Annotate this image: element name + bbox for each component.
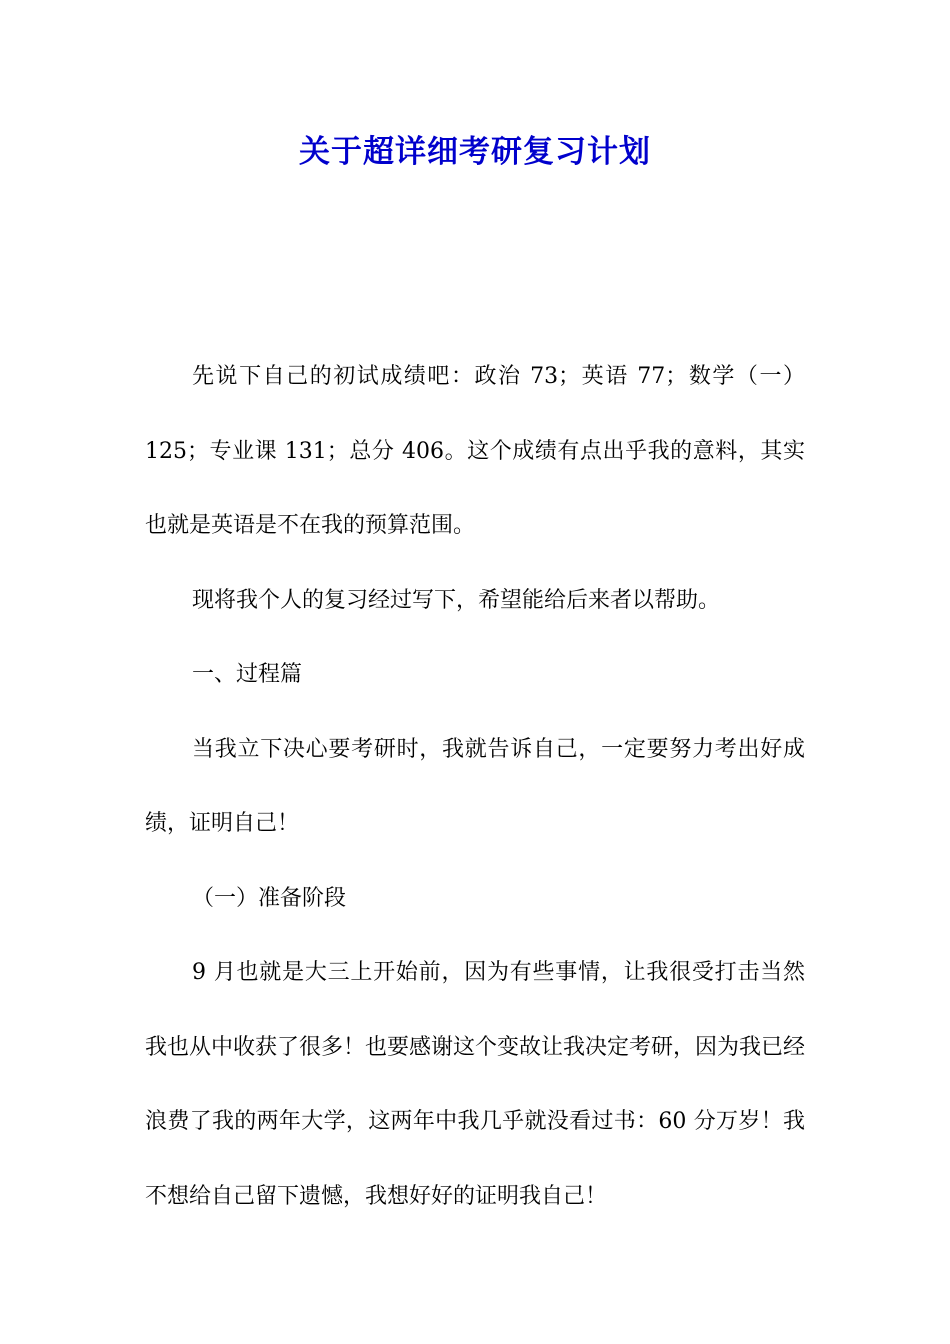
section-heading-process: 一、过程篇: [192, 662, 303, 687]
subsection-heading-preparation: （一）准备阶段: [192, 885, 347, 911]
paragraph-preparation: 9 月也就是大三上开始前，因为有些事情，让我很受打击当然我也从中收获了很多！也要感谢这个变故让我决定考研，因为我已经浪费了我的两年大学，这两年中我几乎就没看过书：60 分万岁！我不想给自己留下遗憾，我想好好的证明我自己！: [145, 960, 806, 1209]
page-title: 关于超详细考研复习计划: [299, 134, 651, 170]
document-body: [145, 340, 805, 1234]
paragraph-determination: 当我立下决心要考研时，我就告诉自己，一定要努力考出好成绩，证明自己！: [145, 736, 805, 836]
paragraph-intent: 现将我个人的复习经过写下，希望能给后来者以帮助。: [192, 587, 721, 613]
paragraph-initial-scores: 先说下自己的初试成绩吧：政治 73；英语 77；数学（一）125；专业课 131；总分 406。这个成绩有点出乎我的意料，其实也就是英语是不在我的预算范围。: [145, 364, 805, 538]
